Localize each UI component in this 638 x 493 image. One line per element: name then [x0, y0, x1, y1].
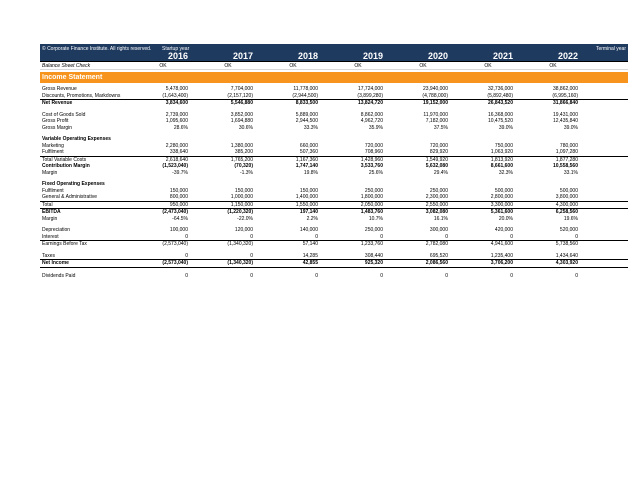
value-cell[interactable]: 750,000	[494, 142, 513, 149]
year-2020: 2020	[427, 51, 448, 61]
value-cell[interactable]: 5,632,080	[425, 163, 448, 169]
value-cell[interactable]: 10,558,560	[552, 163, 578, 169]
value-cell[interactable]: 0	[250, 252, 253, 259]
value-cell[interactable]: 500,000	[559, 187, 578, 194]
value-cell[interactable]: 1,167,360	[295, 156, 318, 163]
value-cell[interactable]: 3,800,000	[555, 194, 578, 200]
value-cell[interactable]: 0	[380, 272, 383, 279]
value-cell[interactable]: 38,862,000	[552, 86, 578, 92]
value-cell[interactable]: 12,435,840	[552, 118, 578, 124]
value-cell[interactable]: 0	[445, 272, 448, 279]
row-label: General & Administrative	[42, 194, 98, 200]
table-row	[40, 125, 628, 132]
value-cell[interactable]: 829,920	[429, 149, 448, 155]
value-cell[interactable]: (1,220,320)	[227, 209, 253, 215]
value-cell[interactable]: 197,140	[299, 209, 318, 215]
value-cell[interactable]: 5,546,880	[230, 100, 253, 106]
value-cell[interactable]: 150,000	[299, 187, 318, 194]
table-row	[40, 241, 628, 248]
balance-sheet-check-row	[40, 62, 628, 70]
check-cell: OK	[419, 63, 427, 69]
value-cell[interactable]: 5,478,000	[165, 86, 188, 92]
year-2017: 2017	[232, 51, 253, 61]
value-cell[interactable]: 19.8%	[303, 169, 318, 176]
value-cell[interactable]: 250,000	[364, 187, 383, 194]
value-cell[interactable]: 1,380,000	[230, 142, 253, 149]
value-cell[interactable]: 25.6%	[368, 169, 383, 176]
value-cell[interactable]: 5,738,560	[555, 241, 578, 247]
value-cell[interactable]: 720,000	[429, 142, 448, 149]
value-cell[interactable]: -64.5%	[172, 215, 188, 222]
value-cell[interactable]: 500,000	[494, 187, 513, 194]
value-cell[interactable]: 2,782,080	[425, 241, 448, 247]
check-cell: OK	[224, 63, 232, 69]
value-cell[interactable]: 19,152,000	[422, 100, 448, 106]
value-cell[interactable]: (2,157,120)	[227, 92, 253, 99]
value-cell[interactable]: 1,550,000	[295, 201, 318, 208]
value-cell[interactable]: 1,063,920	[490, 149, 513, 155]
value-cell[interactable]: 30.6%	[238, 124, 253, 131]
value-cell[interactable]: 1,694,880	[230, 118, 253, 124]
value-cell[interactable]: -39.7%	[172, 169, 188, 176]
value-cell[interactable]: 39.0%	[563, 124, 578, 131]
value-cell[interactable]: 16,368,000	[487, 111, 513, 118]
value-cell[interactable]: 2,739,000	[165, 111, 188, 118]
value-cell[interactable]: 140,000	[299, 227, 318, 233]
value-cell[interactable]: 507,360	[299, 149, 318, 155]
value-cell[interactable]: 3,533,760	[360, 163, 383, 169]
value-cell[interactable]: 0	[575, 272, 578, 279]
value-cell[interactable]: 120,000	[234, 227, 253, 233]
row-label: Variable Operating Expenses	[42, 136, 111, 142]
value-cell[interactable]: 3,706,200	[490, 260, 513, 266]
value-cell[interactable]: 0	[185, 252, 188, 259]
value-cell[interactable]: 0	[315, 233, 318, 240]
value-cell[interactable]: 0	[185, 272, 188, 279]
value-cell[interactable]: 0	[380, 233, 383, 240]
row-label: Margin	[42, 215, 58, 222]
table-row	[40, 234, 628, 242]
table-row	[40, 208, 628, 216]
value-cell[interactable]: (1,340,320)	[227, 241, 253, 247]
section-title-income-statement: Income Statement	[40, 72, 628, 83]
value-cell[interactable]: 925,320	[364, 260, 383, 266]
value-cell[interactable]: 0	[315, 272, 318, 279]
value-cell[interactable]: 20.0%	[498, 215, 513, 222]
value-cell[interactable]: (3,899,280)	[357, 92, 383, 99]
value-cell[interactable]: 32,736,000	[487, 86, 513, 92]
value-cell[interactable]: 10,475,520	[487, 118, 513, 124]
value-cell[interactable]: 800,000	[169, 194, 188, 200]
value-cell[interactable]: (5,892,480)	[487, 92, 513, 99]
value-cell[interactable]: 0	[445, 233, 448, 240]
value-cell[interactable]: 28.6%	[173, 124, 188, 131]
value-cell[interactable]: 31,866,840	[552, 100, 578, 106]
row-label: Gross Profit	[42, 118, 69, 124]
value-cell[interactable]: 1,765,200	[230, 156, 253, 163]
value-cell[interactable]: (1,643,400)	[162, 92, 188, 99]
row-label: Net Revenue	[42, 100, 73, 106]
row-label: Depreciation	[42, 227, 71, 233]
year-2021: 2021	[492, 51, 513, 61]
value-cell[interactable]: 250,000	[429, 187, 448, 194]
terminal-year-label: Terminal year	[595, 46, 626, 52]
year-2016: 2016	[167, 51, 188, 61]
value-cell[interactable]: (4,788,000)	[422, 92, 448, 99]
value-cell[interactable]: 300,000	[429, 227, 448, 233]
value-cell[interactable]: 1,877,280	[555, 156, 578, 163]
value-cell[interactable]: 1,000,000	[230, 194, 253, 200]
value-cell[interactable]: 29.4%	[433, 169, 448, 176]
value-cell[interactable]: 14,285	[302, 252, 318, 259]
year-2022: 2022	[557, 51, 578, 61]
value-cell[interactable]: 39.0%	[498, 124, 513, 131]
value-cell[interactable]: 33.1%	[563, 169, 578, 176]
value-cell[interactable]: 8,862,000	[360, 111, 383, 118]
row-label: Margin	[42, 169, 58, 176]
value-cell[interactable]: 5,889,000	[295, 111, 318, 118]
value-cell[interactable]: 7,182,000	[425, 118, 448, 124]
value-cell[interactable]: 1,813,920	[490, 156, 513, 163]
value-cell[interactable]: 308,440	[364, 252, 383, 259]
value-cell[interactable]: 19.6%	[563, 215, 578, 222]
value-cell[interactable]: 1,150,000	[230, 201, 253, 208]
value-cell[interactable]: 950,000	[169, 201, 188, 208]
value-cell[interactable]: 1,235,400	[490, 252, 513, 259]
year-2019: 2019	[362, 51, 383, 61]
value-cell[interactable]: 1,428,960	[360, 156, 383, 163]
value-cell[interactable]: 17,724,000	[357, 86, 383, 92]
check-cell: OK	[354, 63, 362, 69]
value-cell[interactable]: 19,431,000	[552, 111, 578, 118]
row-label: Interest	[42, 233, 59, 240]
row-label: Contribution Margin	[42, 163, 90, 169]
row-label: Dividends Paid	[42, 272, 76, 279]
row-label: Net Income	[42, 260, 69, 266]
value-cell[interactable]: 0	[575, 233, 578, 240]
value-cell[interactable]: 1,095,600	[165, 118, 188, 124]
balance-check-label: Balance Sheet Check	[42, 63, 91, 69]
value-cell[interactable]: 2,300,000	[425, 194, 448, 200]
value-cell[interactable]: 16.1%	[433, 215, 448, 222]
value-cell[interactable]: 2,550,000	[425, 201, 448, 208]
value-cell[interactable]: 0	[185, 233, 188, 240]
table-row	[40, 216, 628, 223]
value-cell[interactable]: (1,340,320)	[227, 260, 253, 266]
value-cell[interactable]: 1,097,280	[555, 149, 578, 155]
value-cell[interactable]: 1,800,000	[360, 194, 383, 200]
value-cell[interactable]: (1,523,040)	[162, 163, 188, 169]
copyright-text: © Corporate Finance Institute. All rights reserved.	[42, 46, 152, 52]
value-cell[interactable]: 42,855	[302, 260, 318, 266]
value-cell[interactable]: 780,000	[559, 142, 578, 149]
table-row	[40, 93, 628, 101]
value-cell[interactable]: 3,082,080	[425, 209, 448, 215]
value-cell[interactable]: 8,833,500	[295, 100, 318, 106]
value-cell[interactable]: 385,200	[234, 149, 253, 155]
table-row	[40, 273, 628, 280]
value-cell[interactable]: -1.3%	[239, 169, 253, 176]
value-cell[interactable]: (2,944,500)	[292, 92, 318, 99]
value-cell[interactable]: 660,000	[299, 142, 318, 149]
value-cell[interactable]: 2,944,500	[295, 118, 318, 124]
value-cell[interactable]: 695,520	[429, 252, 448, 259]
value-cell[interactable]: 6,258,560	[555, 209, 578, 215]
value-cell[interactable]: 0	[510, 233, 513, 240]
statement-rows	[40, 86, 628, 279]
value-cell[interactable]: 1,400,000	[295, 194, 318, 200]
check-cell: OK	[159, 63, 167, 69]
value-cell[interactable]: 338,640	[169, 149, 188, 155]
row-label: Total	[42, 201, 53, 208]
check-cell: OK	[289, 63, 297, 69]
value-cell[interactable]: 250,000	[364, 227, 383, 233]
row-label: Taxes	[42, 252, 56, 259]
value-cell[interactable]: 8,661,600	[490, 163, 513, 169]
row-label: Marketing	[42, 142, 64, 149]
value-cell[interactable]: 33.3%	[303, 124, 318, 131]
value-cell[interactable]: 1,747,140	[295, 163, 318, 169]
row-label: Earnings Before Tax	[42, 241, 87, 247]
value-cell[interactable]: 3,834,600	[165, 100, 188, 106]
value-cell[interactable]: 37.5%	[433, 124, 448, 131]
table-row	[40, 170, 628, 177]
table-row	[40, 194, 628, 202]
row-label: Gross Revenue	[42, 86, 77, 92]
value-cell[interactable]: 4,962,720	[360, 118, 383, 124]
table-row	[40, 253, 628, 261]
value-cell[interactable]: 420,000	[494, 227, 513, 233]
value-cell[interactable]: 11,970,000	[423, 111, 448, 118]
value-cell[interactable]: 13,824,720	[357, 100, 383, 106]
table-row	[40, 260, 628, 268]
value-cell[interactable]: 720,000	[364, 142, 383, 149]
value-cell[interactable]: 0	[250, 233, 253, 240]
value-cell[interactable]: 150,000	[234, 187, 253, 194]
value-cell[interactable]: 23,940,000	[422, 86, 448, 92]
value-cell[interactable]: (2,473,040)	[162, 209, 188, 215]
value-cell[interactable]: 5,361,600	[490, 209, 513, 215]
value-cell[interactable]: 4,941,600	[490, 241, 513, 247]
value-cell[interactable]: 1,233,760	[360, 241, 383, 247]
value-cell[interactable]: 2,618,640	[165, 156, 188, 163]
value-cell[interactable]: 3,300,000	[490, 201, 513, 208]
value-cell[interactable]: 1,434,640	[555, 252, 578, 259]
value-cell[interactable]: 0	[510, 272, 513, 279]
value-cell[interactable]: 2.2%	[306, 215, 318, 222]
value-cell[interactable]: 100,000	[169, 227, 188, 233]
value-cell[interactable]: 1,549,920	[425, 156, 448, 163]
year-header	[40, 44, 628, 62]
value-cell[interactable]: 2,800,000	[490, 194, 513, 200]
value-cell[interactable]: 2,050,000	[360, 201, 383, 208]
value-cell[interactable]: 10.7%	[368, 215, 383, 222]
check-cell: OK	[484, 63, 492, 69]
value-cell[interactable]: 7,704,000	[230, 86, 253, 92]
value-cell[interactable]: 11,778,000	[293, 86, 318, 92]
check-cell: OK	[549, 63, 557, 69]
value-cell[interactable]: 150,000	[169, 187, 188, 194]
value-cell[interactable]: 26,843,520	[487, 100, 513, 106]
value-cell[interactable]: 57,140	[302, 241, 318, 247]
income-statement-sheet	[40, 44, 628, 279]
value-cell[interactable]: (6,995,160)	[552, 92, 578, 99]
row-label: Total Variable Costs	[42, 156, 87, 163]
value-cell[interactable]: 0	[250, 272, 253, 279]
row-label: Fulfilment	[42, 187, 64, 194]
value-cell[interactable]: (2,573,040)	[162, 260, 188, 266]
value-cell[interactable]: (70,320)	[234, 163, 253, 169]
value-cell[interactable]: 35.9%	[368, 124, 383, 131]
row-label: Fixed Operating Expenses	[42, 181, 105, 187]
value-cell[interactable]: -22.0%	[237, 215, 253, 222]
value-cell[interactable]: (2,573,040)	[162, 241, 188, 247]
table-row	[40, 100, 628, 107]
year-2018: 2018	[297, 51, 318, 61]
table-row	[40, 149, 628, 157]
value-cell[interactable]: 4,300,000	[555, 201, 578, 208]
value-cell[interactable]: 1,483,760	[360, 209, 383, 215]
row-label: Discounts, Promotions, Markdowns	[42, 92, 121, 99]
value-cell[interactable]: 520,000	[559, 227, 578, 233]
value-cell[interactable]: 4,303,920	[555, 260, 578, 266]
value-cell[interactable]: 708,960	[364, 149, 383, 155]
value-cell[interactable]: 2,280,000	[165, 142, 188, 149]
row-label: Fulfilment	[42, 149, 64, 155]
value-cell[interactable]: 3,852,000	[230, 111, 253, 118]
row-label: Gross Margin	[42, 124, 73, 131]
row-label: EBITDA	[42, 209, 61, 215]
startup-year-label: Startup year	[162, 46, 190, 52]
value-cell[interactable]: 32.3%	[498, 169, 513, 176]
value-cell[interactable]: 2,086,560	[425, 260, 448, 266]
row-label: Cost of Goods Sold	[42, 111, 86, 118]
